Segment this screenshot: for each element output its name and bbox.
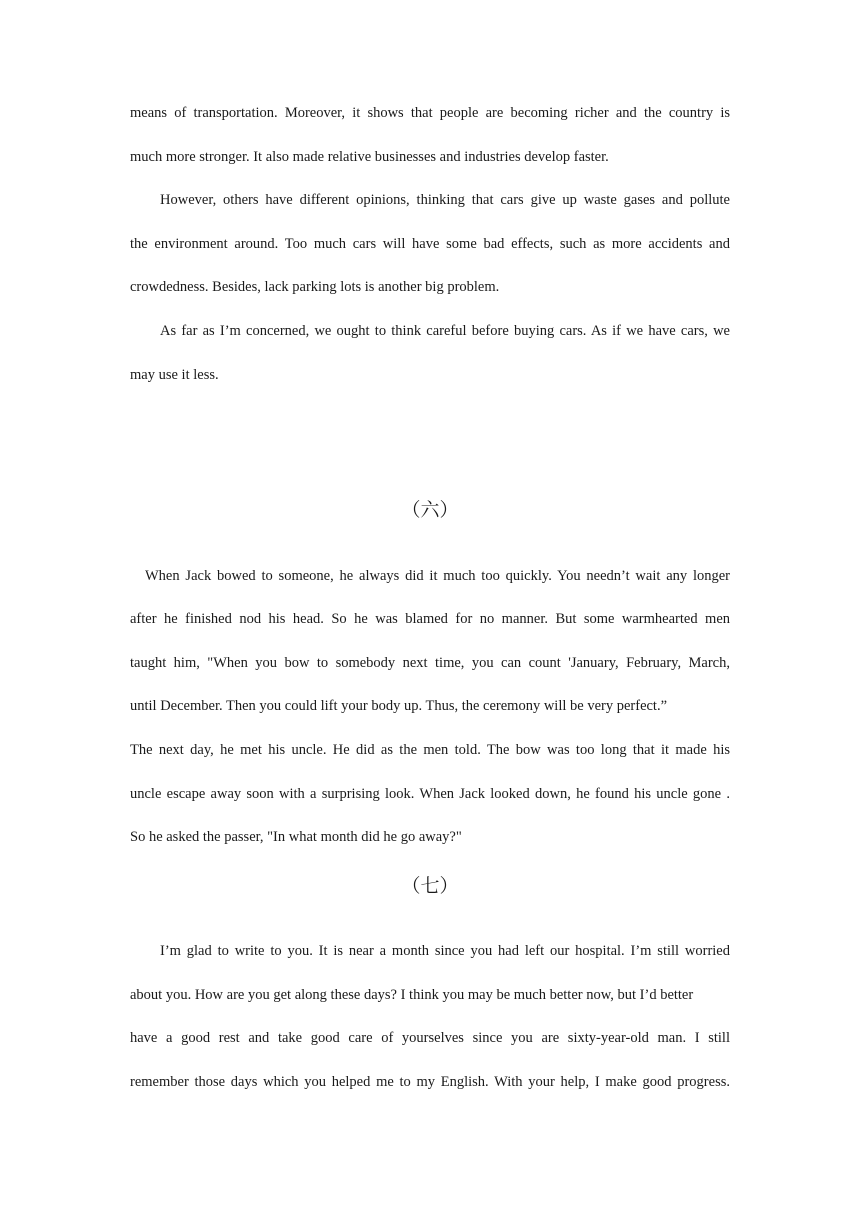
paragraph-line: may use it less. xyxy=(130,367,219,383)
section-heading: （六） xyxy=(401,499,459,521)
paragraph-line: I’m glad to write to you. It is near a month since you had left our hospital. I’m still worried xyxy=(160,943,730,959)
paragraph-line: taught him, "When you bow to somebody next time, you can count 'January, February, March, xyxy=(130,655,730,671)
paragraph-line: remember those days which you helped me to my English. With your help, I make good progress. xyxy=(130,1074,730,1090)
paragraph-line: uncle escape away soon with a surprising look. When Jack looked down, he found his uncle gone . xyxy=(130,786,730,802)
paragraph-line: However, others have different opinions, thinking that cars give up waste gases and pollute xyxy=(160,192,730,208)
paragraph-line: until December. Then you could lift your body up. Thus, the ceremony will be very perfect.” xyxy=(130,698,668,714)
paragraph-line: much more stronger. It also made relative businesses and industries develop faster. xyxy=(130,149,609,165)
paragraph-line: When Jack bowed to someone, he always did it much too quickly. You needn’t wait any longer xyxy=(145,568,730,584)
paragraph-line: The next day, he met his uncle. He did as the men told. The bow was too long that it made his xyxy=(130,742,730,758)
paragraph-line: after he finished nod his head. So he was blamed for no manner. But some warmhearted men xyxy=(130,611,730,627)
paragraph-line: So he asked the passer, "In what month did he go away?" xyxy=(130,829,462,845)
paragraph-line: crowdedness. Besides, lack parking lots is another big problem. xyxy=(130,279,500,295)
paragraph-line: the environment around. Too much cars will have some bad effects, such as more accidents and xyxy=(130,236,730,252)
paragraph-line: means of transportation. Moreover, it shows that people are becoming richer and the country is xyxy=(130,105,730,121)
paragraph-line: have a good rest and take good care of yourselves since you are sixty-year-old man. I still xyxy=(130,1030,730,1046)
paragraph-line: As far as I’m concerned, we ought to think careful before buying cars. As if we have cars, we xyxy=(160,323,730,339)
section-heading: （七） xyxy=(401,875,459,897)
paragraph-line: about you. How are you get along these days? I think you may be much better now, but I’d better xyxy=(130,987,694,1003)
